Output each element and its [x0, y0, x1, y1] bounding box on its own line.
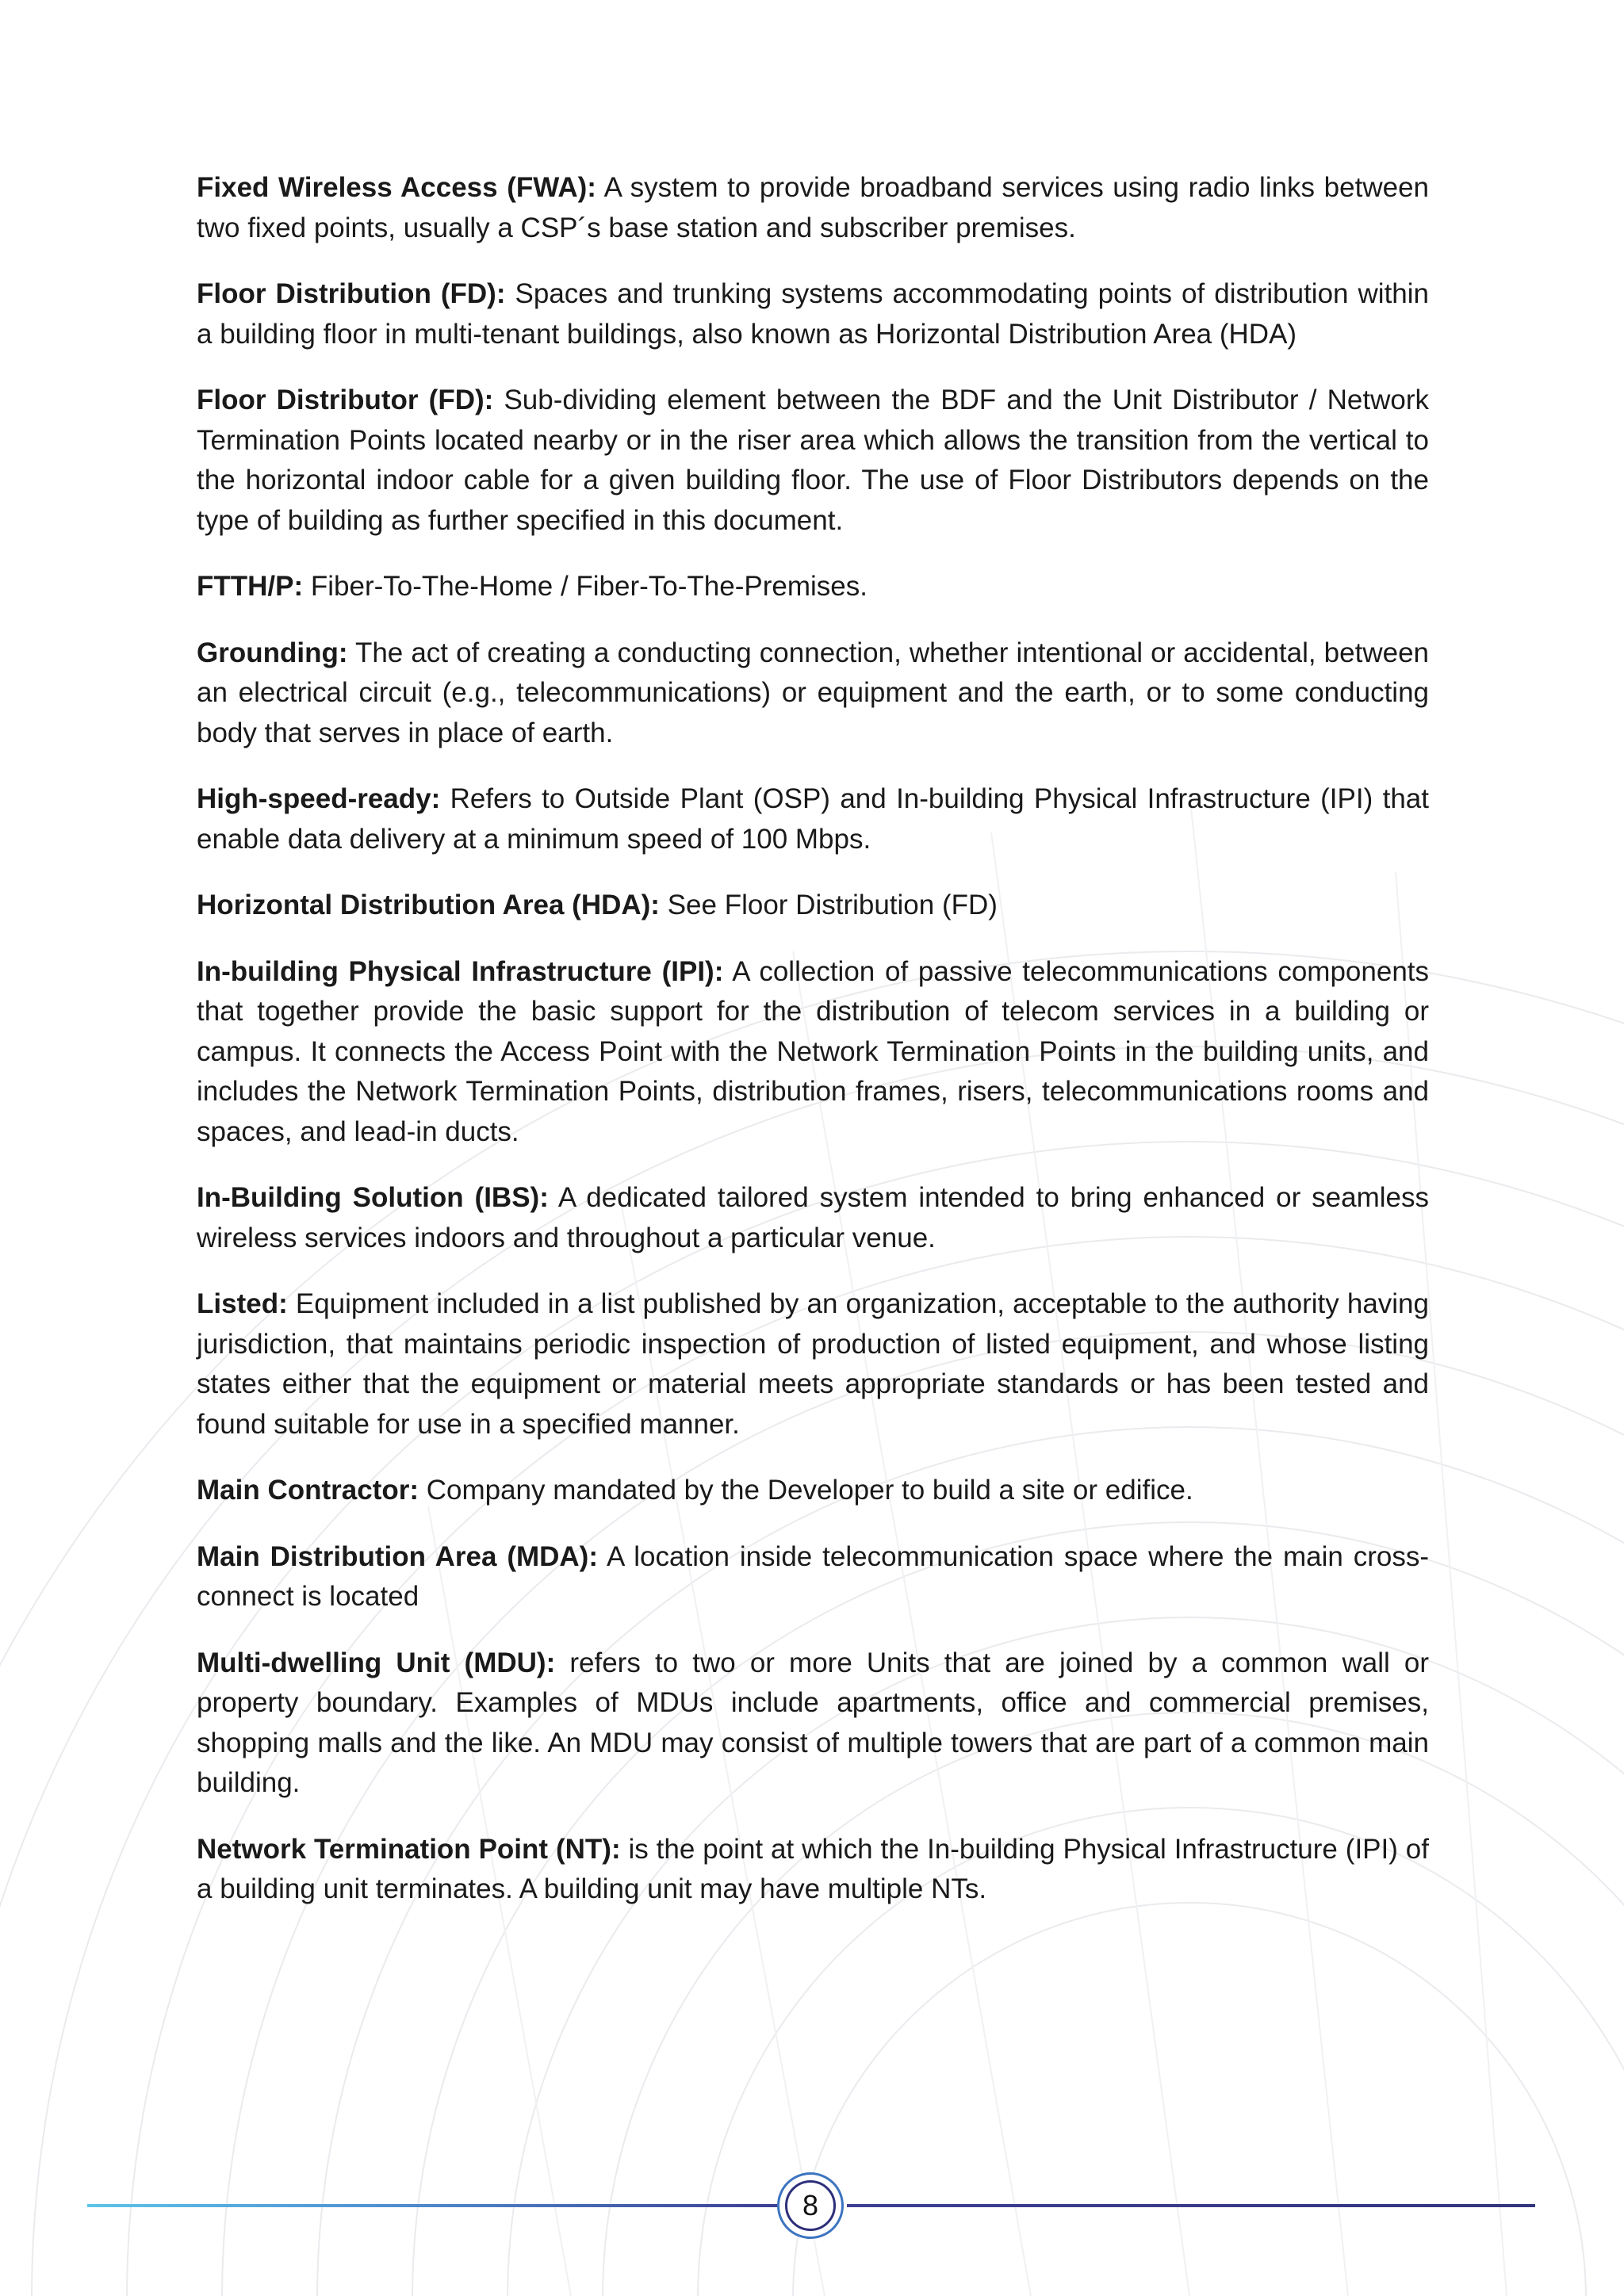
- definition-entry: [197, 1537, 1429, 1617]
- definition-entry: [197, 1178, 1429, 1258]
- definition-text: Spaces and trunking systems accommodating points of distribution within a building floor in multi-tenant buildings, also known as Horizontal Distribution Area (HDA): [197, 278, 1429, 350]
- definition-text: The act of creating a conducting connection, whether intentional or accidental, between an electrical circuit (e.g., telecommunications) or equipment and the earth, or to some conducting body that serves in place of earth.: [197, 637, 1429, 748]
- definition-entry: [197, 952, 1429, 1153]
- definition-entry: [197, 886, 1429, 926]
- definition-text: A location inside telecommunication space where the main cross-connect is located: [197, 1540, 1429, 1612]
- definition-text: Equipment included in a list published by an organization, acceptable to the authority having jurisdiction, that maintains periodic inspection of production of listed equipment, and whose listing states either that the equipment or material meets appropriate standards or has been tested and found suitable for use in a specified manner.: [197, 1288, 1429, 1440]
- definition-term: Main Distribution Area (MDA):: [197, 1540, 598, 1572]
- definition-text: A system to provide broadband services using radio links between two fixed points, usually a CSP´s base station and subscriber premises.: [197, 172, 1429, 243]
- footer-divider-right: [847, 2204, 1535, 2207]
- page-number-badge: [777, 2172, 844, 2239]
- definition-entry: [197, 1284, 1429, 1445]
- definition-term: Network Termination Point (NT):: [197, 1833, 621, 1865]
- definition-term: FTTH/P:: [197, 571, 304, 602]
- definition-entry: [197, 1471, 1429, 1511]
- footer-divider-left: [87, 2204, 777, 2207]
- definition-term: Grounding:: [197, 637, 348, 668]
- definition-text: A dedicated tailored system intended to bring enhanced or seamless wireless services indoors and throughout a particular venue.: [197, 1182, 1430, 1253]
- definition-term: Floor Distribution (FD):: [197, 278, 506, 309]
- definition-text: is the point at which the In-building Physical Infrastructure (IPI) of a building unit terminates. A building unit may have multiple NTs.: [197, 1833, 1429, 1904]
- definition-text: A collection of passive telecommunications components that together provide the basic support for the distribution of telecom services in a building or campus. It connects the Access Point with the Network Termination Points in the building units, and includes the Network Termination Points, distribution frames, risers, telecommunications rooms and spaces, and lead-in ducts.: [197, 955, 1430, 1147]
- definition-term: Listed:: [197, 1288, 288, 1319]
- definition-term: Fixed Wireless Access (FWA):: [197, 172, 596, 203]
- definition-text: Refers to Outside Plant (OSP) and In-building Physical Infrastructure (IPI) that enable data delivery at a minimum speed of 100 Mbps.: [197, 783, 1429, 855]
- glossary-list: [197, 168, 1429, 1936]
- definition-text: refers to two or more Units that are joined by a common wall or property boundary. Examples of MDUs include apartments, office and commercial premises, shopping malls and the like. An MDU may consist of multiple towers that are part of a common main building.: [197, 1647, 1429, 1798]
- definition-term: Floor Distributor (FD):: [197, 385, 494, 415]
- definition-text: Company mandated by the Developer to build a site or edifice.: [426, 1475, 1193, 1506]
- definition-entry: [197, 274, 1429, 354]
- definition-entry: [197, 1830, 1429, 1910]
- definition-term: In-building Physical Infrastructure (IPI):: [197, 955, 724, 987]
- definition-term: High-speed-ready:: [197, 783, 441, 814]
- definition-entry: [197, 381, 1429, 541]
- definition-entry: [197, 168, 1429, 248]
- definition-term: Horizontal Distribution Area (HDA):: [197, 890, 660, 920]
- page-number: 8: [785, 2180, 836, 2231]
- definition-entry: [197, 779, 1429, 859]
- definition-text: See Floor Distribution (FD): [667, 890, 998, 920]
- definition-entry: [197, 633, 1429, 754]
- definition-text: Fiber-To-The-Home / Fiber-To-The-Premises.: [310, 571, 868, 602]
- definition-term: Main Contractor:: [197, 1475, 419, 1506]
- definition-entry: [197, 1644, 1429, 1804]
- definition-entry: [197, 567, 1429, 607]
- definition-term: In-Building Solution (IBS):: [197, 1182, 549, 1213]
- definition-text: Sub-dividing element between the BDF and the Unit Distributor / Network Termination Points located nearby or in the riser area which allows the transition from the vertical to the horizontal indoor cable for a given building floor. The use of Floor Distributors depends on the type of building as further specified in this document.: [197, 385, 1429, 536]
- definition-term: Multi-dwelling Unit (MDU):: [197, 1647, 556, 1678]
